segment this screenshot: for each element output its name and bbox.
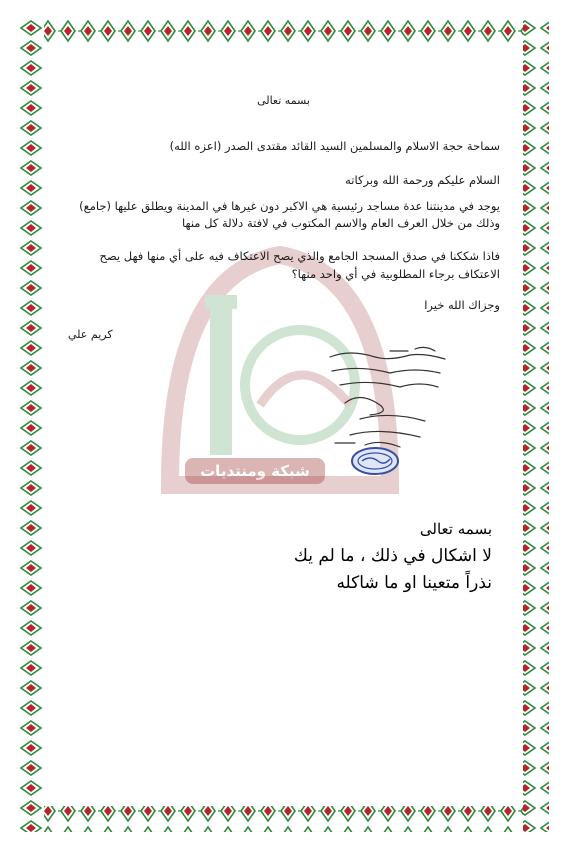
letter-header: بسمه تعالى <box>257 94 310 107</box>
letter-greeting: السلام عليكم ورحمة الله وبركاته <box>345 173 500 187</box>
answer-heading: بسمه تعالى <box>419 520 492 538</box>
letter-paragraph-1: يوجد في مدينتنا عدة مساجد رئيسية هي الاكبر دون غيرها في المدينة ويطلق عليها (جامع) وذلك من خلال العرف العام والاسم المكتوب في لافتة دلالة كل منها <box>79 199 500 230</box>
handwritten-signature <box>320 343 450 453</box>
letter-paragraph-2: فاذا شككنا في صدق المسجد الجامع والذي يصح الاعتكاف فيه على أي منها فهل يصح الاعتكاف برجاء المطلوبية في أي واحد منها؟ <box>99 249 500 281</box>
answer-line-1: لا اشكال في ذلك ، ما لم يك <box>293 546 492 566</box>
letter-thanks: وجزاك الله خيرا <box>424 298 500 312</box>
watermark-caption: شبكة ومنتديات <box>185 458 325 484</box>
official-stamp <box>350 446 400 476</box>
answer-line-2: نذراً متعينا او ما شاكله <box>336 573 492 593</box>
answer-block <box>192 516 492 597</box>
letter-sender: كريم علي <box>68 328 113 341</box>
letter-address: سماحة حجة الاسلام والمسلمين السيد القائد مقتدى الصدر (اعزه الله) <box>169 139 500 153</box>
